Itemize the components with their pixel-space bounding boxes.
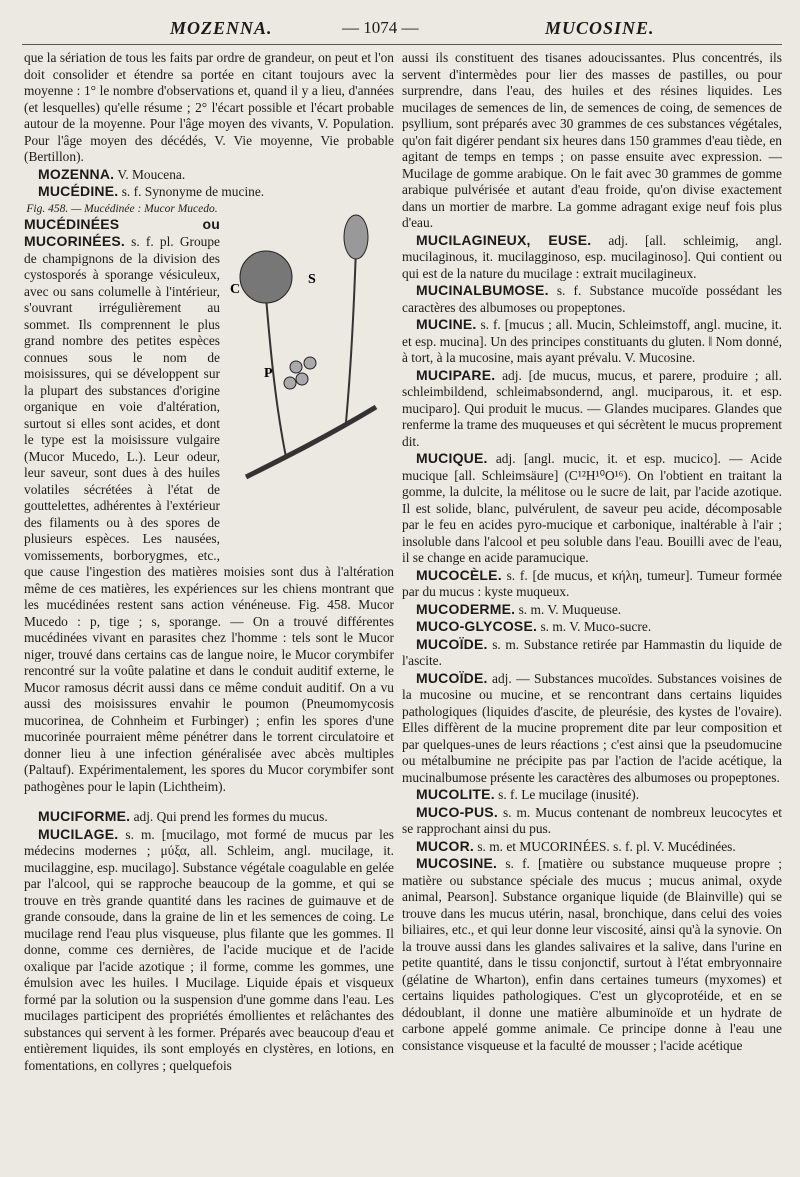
headword: MUCOCÈLE.: [416, 566, 502, 583]
entry-mucor: MUCOR. s. m. et MUCORINÉES. s. f. pl. V. Mucédinées.: [416, 837, 736, 854]
entry-mucoide-sm: MUCOÏDE. s. m. Substance retirée par Hammastin du liquide de l'ascite.: [402, 635, 782, 668]
headword: MUCÉDINE.: [38, 183, 119, 199]
headword: MUCODERME.: [416, 600, 516, 617]
label-p: P: [264, 365, 273, 381]
headword: MUCOÏDE.: [416, 669, 488, 686]
entry-muco-pus: MUCO-PUS. s. m. Mucus contenant de nombreux leucocytes et se rapprochant ainsi du pus.: [402, 803, 782, 836]
figure-458: [226, 207, 394, 547]
entry-mucedine: MUCÉDINE. s. f. Synonyme de mucine.: [38, 183, 265, 199]
header-rule: [22, 44, 782, 45]
entry-continuation: que la sériation de tous les faits par ordre de grandeur, on peut et l'on doit consolider et étendre sa portée en citant toujours avec la moyenne : 1° le nombre d'observations et, quand il y a lieu, d'années (et lesquelles) qu'elle résume ; 2° l'écart possible et l'écart probable autour de la moyenne. Pour l'âge moyen des vivants, V. Population. Pour l'âge moyen des décédés, V. Vie moyenne, Vie probable (Bertillon).: [24, 50, 394, 164]
headword: MUCIFORME.: [38, 808, 131, 825]
header-right-word: MUCOSINE.: [545, 18, 655, 38]
headword: MUCOÏDE.: [416, 635, 488, 652]
entry-mucilagineux: MUCILAGINEUX, EUSE. adj. [all. schleimig, angl. mucilaginous, it. mucilagginoso, esp. mucilaginoso]. Qui contient ou qui est de la nature du mucilage : extrait mucilagineux.: [402, 231, 782, 281]
label-s: S: [308, 271, 316, 287]
entry-mucolite: MUCOLITE. s. f. Le mucilage (inusité).: [416, 786, 640, 802]
headword: MOZENNA.: [38, 165, 115, 182]
label-c: C: [230, 281, 241, 297]
entry-continuation: aussi ils constituent des tisanes adoucissantes. Plus concentrés, ils servent d'intermèdes pour lier des masses de pastilles, ou pour surprendre, dans l'eau, des huiles et des résines liquides. Les mucilages de semences de lin, de semences de coing, de semences de psyllium, sont préparés avec 30 grammes de ces substances végétales, qu'on fait digérer pendant six heures dans 150 grammes d'eau tiède, en agitant de temps en temps ; on passe ensuite avec expression. — Mucilage de gomme arabique. On le fait avec 30 grammes de gomme arabique pulvérisée et autant d'eau froide, qu'on divise exactement dans un mortier de marbre. La gomme adragant exige neuf fois plus d'eau.: [402, 50, 782, 230]
headword: MUCIQUE.: [416, 450, 488, 466]
headword: MUCINE.: [416, 316, 477, 332]
entry-mucine: MUCINE. s. f. [mucus ; all. Mucin, Schleimstoff, angl. mucine, it. et esp. mucina]. Un des principes constituants du gluten. ‖ Nom donné, à tort, à la mucosine, mais ayant prévalu. V. Mucosine.: [402, 316, 782, 365]
headword: MUCOR.: [416, 837, 474, 854]
mucor-mucedo-illustration: [226, 207, 394, 507]
left-column: que la sériation de tous les faits par ordre de grandeur, on peut et l'on doit consolider et étendre sa portée en citant toujours avec la moyenne : 1° le nombre d'observations et, quand il y a lieu, d'années (et lesquelles) qu'elle résume ; 2° l'écart possible et l'écart probable autour de la moyenne. Pour l'âge moyen des vivants, V. Population. Pour l'âge moyen des décédés, V. Vie moyenne, Vie probable (Bertillon). MOZENNA. V. Moucena. MUCÉDINE. s. f. Synonyme de mucine. C S P Fig. 458. — Mucédinée : Mucor Mucedo. MUCÉDINÉES ou MUCORINÉES. s. f. pl. Groupe de champignons de la division des cystosporés à sporange vésiculeux, avec ou sans columelle à l'intérieur, s'ouvrant irrégulièrement au sommet. Ils comprennent le plus grand nombre des petites espèces connues sous le nom de moisissures, qui se développent sur la plupart des substances d'origine organique en voie d'altération, surtout si elles sont acides, et dont le type est la moisissure vulgaire (Mucor Mucedo, L.). Leur odeur, leur saveur, sont dues à des huiles volatiles sécrétées à l'état de gouttelettes, adhérentes à l'extérieur des filaments ou à des spores de plusieurs espèces. Les nausées, vomissements, borborygmes, etc., que cause l'ingestion des matières moisies sont dus à l'altération même de ces matières, les expériences sur les chiens montrant que les mucédinées restent sans action vénéneuse. Fig. 458. Mucor Mucedo : p, tige ; s, sporange. — On a trouvé différentes mucédinées vivant en parasites chez l'homme : tels sont le Mucor niger, trouvé dans certains cas de langue noire, le Mucor corymbifer rencontré sur la voûte palatine et dans le conduit auditif externe, le Mucor ramosus décrit aussi dans ce même conduit auditif. On a vu aussi des moisissures envahir le poumon (Pneumomycosis mucorinea, de Cohnheim et Furbinger) ; enfin les spores d'une mucorinée pourraient même pénétrer dans le torrent circulatoire et donner lieu à une infection généralisée avec abcès multiples (Paltauf). Expérimentalement, les spores du Mucor corymbifer sont pathogènes pour le lapin (Lichtheim). MUCIFORME. adj. Qui prend les formes du mucus. MUCILAGE. s. m. [mucilago, mot formé de mucus par les médecins modernes ; μύξα, all. Schleim, angl. mucilage, it. mucilaggine, esp. mucilago]. Substance végétale coagulable en gelée par l'alcool, qui se rapproche beaucoup de la gomme, et qui se trouve en très grande quantité dans les racines de guimauve et de grande consoude, dans la graine de lin et les semences de coing. Le mucilage rend l'eau plus visqueuse, plus filante que les gommes. Il donne, comme ces dernières, de l'acide mucique et de l'acide oxalique par l'acide azotique ; il forme, comme les gommes, une émulsion avec les huiles. ‖ Mucilage. Liquide épais et visqueux formé par la solution ou la suspension d'une gomme dans l'eau. Les mucilages participent des propriétés émollientes et relâchantes des substances qui servent à les former. Préparés avec beaucoup d'eau et entièrement liquides, ils sont employés en clystères, en lotions, en fomentations, en collyres ; quelquefois: [24, 50, 394, 1073]
entry-mucilage: MUCILAGE. s. m. [mucilago, mot formé de mucus par les médecins modernes ; μύξα, all. Schleim, angl. mucilage, it. mucilaggine, esp. mucilago]. Substance végétale coagulable en gelée par l'alcool, qui se rapproche beaucoup de la gomme, et qui se trouve en très grande quantité dans les racines de guimauve et de grande consoude, dans la graine de lin et les semences de coing. Le mucilage rend l'eau plus visqueuse, plus filante que les gommes. Il donne, comme ces dernières, de l'acide mucique et de l'acide oxalique par l'acide azotique ; il forme, comme les gommes, une émulsion avec les huiles. ‖ Mucilage. Liquide épais et visqueux formé par la solution ou la suspension d'une gomme dans l'eau. Les mucilages participent des propriétés émollientes et relâchantes des substances qui servent à les former. Préparés avec beaucoup d'eau et entièrement liquides, ils sont employés en clystères, en lotions, en fomentations, en collyres ; quelquefois: [24, 825, 394, 1073]
headword: MUCILAGINEUX, EUSE.: [416, 231, 592, 248]
entry-mucoide-adj: MUCOÏDE. adj. — Substances mucoïdes. Substances voisines de la mucosine ou mucine, et se rencontrant dans certains liquides pathologiques (liquides d'ascite, de pleurésie, des kystes de l'ovaire). Elles diffèrent de la mucine proprement dite par leur composition et par quelques-unes de leurs réactions ; c'est ainsi que la pseudomucine ou métalbumine ne précipite pas par l'action de l'acide acétique, la mucinalbumose présente les caractères des albumoses ou propeptones.: [402, 669, 782, 785]
headword: MUCOSINE.: [416, 855, 498, 871]
headword: MUCILAGE.: [38, 825, 119, 842]
figure-caption: Fig. 458. — Mucédinée : Mucor Mucedo.: [26, 202, 218, 215]
headword: MUCIPARE.: [416, 366, 496, 383]
header-left-word: MOZENNA.: [170, 18, 273, 38]
headword: MUCO-GLYCOSE.: [416, 618, 538, 634]
entry-mucocele: MUCOCÈLE. s. f. [de mucus, et κήλη, tumeur]. Tumeur formée par du mucus : kyste muqueux.: [402, 566, 782, 599]
entry-mozenna: MOZENNA. V. Moucena.: [38, 165, 186, 182]
headword: MUCÉDINÉES ou MUCORINÉES.: [24, 215, 220, 249]
entry-muciforme: MUCIFORME. adj. Qui prend les formes du mucus.: [38, 808, 328, 825]
entry-mucinalbumose: MUCINALBUMOSE. s. f. Substance mucoïde possédant les caractères des albumoses ou propeptones.: [402, 282, 782, 315]
headword: MUCINALBUMOSE.: [416, 282, 549, 298]
headword: MUCOLITE.: [416, 786, 495, 802]
right-column: [402, 50, 782, 1054]
running-header: [0, 18, 800, 44]
entry-mucosine: MUCOSINE. s. f. [matière ou substance muqueuse propre ; matière ou substance spéciale des mucus ; mucus animal, oxyde animal, Pearson]. Substance organique liquide (de Blainville) qui se trouve dans les mucus utérin, nasal, bronchique, dans celui des voies biliaires, etc., et qui leur donne leur viscosité, ainsi qu'à la synovie. On la trouve aussi dans les glandes salivaires et la salive, dans l'urine en petite quantité, dans le tissu conjonctif, surtout à l'état embryonnaire (gélatine de Wharton), enfin dans certaines tumeurs (myxomes) et certains liquides pathologiques. C'est un glycoprotéide, et en se dédoublant, il donne une matière albuminoïde et un hydrate de carbone appelé gomme animale. Ce principe donne à l'eau une consistance visqueuse et la faculté de mousser ; l'acide acétique: [402, 855, 782, 1053]
entry-mucoderme: MUCODERME. s. m. V. Muqueuse.: [416, 600, 622, 617]
entry-mucique: MUCIQUE. adj. [angl. mucic, it. et esp. mucico]. — Acide mucique [all. Schleimsäure] (C¹²H¹⁰O¹⁶). On l'obtient en traitant la gomme, la dulcite, la mélitose ou le sucre de lait, par l'acide azotique. Il est solide, blanc, pulvérulent, de saveur peu acide, décomposable par le feu en acides pyro-mucique et carbonique, inaltérable à l'air ; insoluble dans l'alcool et peu soluble dans l'eau. Bouilli avec de l'eau, il se change en acide paramucique.: [402, 450, 782, 565]
page-number: — 1074 —: [342, 18, 419, 37]
entry-muco-glycose: MUCO-GLYCOSE. s. m. V. Muco-sucre.: [416, 618, 652, 634]
entry-mucipare: MUCIPARE. adj. [de mucus, mucus, et parere, produire ; all. schleimbildend, schleimabsondernd, angl. muciparous, it. et esp. muciparo]. Qui produit le mucus. — Glandes mucipares. Glandes que renferme la trame des muqueuses et qui sécrètent le mucus proprement dit.: [402, 366, 782, 449]
headword: MUCO-PUS.: [416, 803, 498, 820]
